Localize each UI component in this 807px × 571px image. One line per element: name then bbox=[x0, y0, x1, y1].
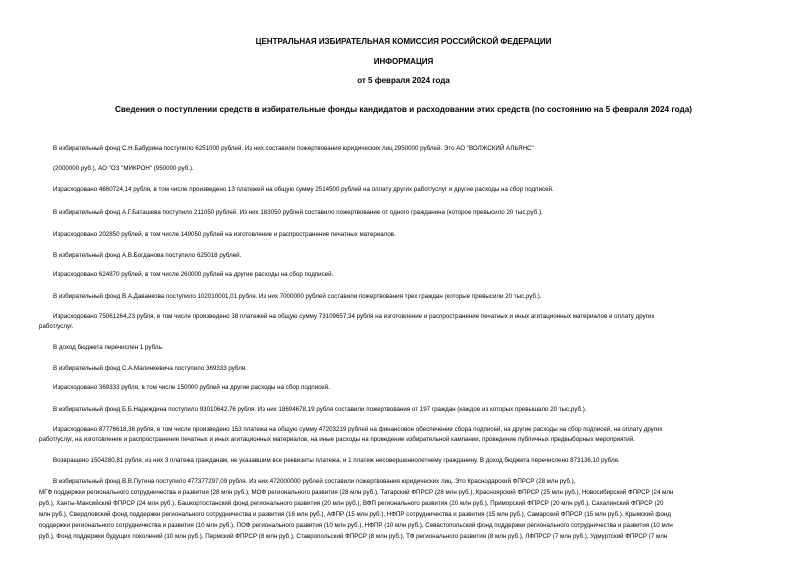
paragraph: Израсходовано 4660724,14 рубля, в том числе произведено 13 платежей на общую сумму 2514500 рублей на оплату других работ/услуг и другие расходы на сбор подписей. bbox=[53, 186, 554, 193]
doc-date: от 5 февраля 2024 года bbox=[357, 76, 450, 85]
paragraph-continuation: работ/услуг, на изготовление и распространение печатных и иных агитационных материалов, на иные расходы на проведение избирательной кампании, проведение публичных предвыборных мероприятий. bbox=[39, 436, 635, 443]
paragraph: В избирательный фонд С.А.Малинкевича поступило 369333 рубля. bbox=[53, 365, 247, 372]
paragraph-line: руб.), Ханты-Мансийский ФПРСР (24 млн руб.), Башкортостанский фонд регионального развития (20 млн руб.), ВФП регионального развития (20 млн руб.), Приморский ФПРСР (20 млн руб.), Сахалинский ФПРСР (20 bbox=[39, 500, 664, 507]
doc-type-heading: ИНФОРМАЦИЯ bbox=[373, 57, 434, 66]
paragraph: Израсходовано 624870 рублей, в том числе 260000 рублей на другие расходы на сбор подписей. bbox=[53, 271, 334, 278]
paragraph-line: МГФ поддержки регионального сотрудничества и развития (28 млн руб.), МОФ регионального развития (28 млн руб.), Татарский ФПРСР (28 млн руб.), Красноярский ФПРСР (25 млн руб.), Новосибирский ФПРСР (24 млн bbox=[39, 489, 674, 496]
paragraph: В избирательный фонд Б.Б.Надеждина поступило 93010642,76 рубля. Из них 18694678,19 рубля составили пожертвования от 197 граждан (каждое из которых превышало 20 тыс.руб.). bbox=[53, 406, 587, 413]
paragraph: В избирательный фонд А.Г.Баташева поступило 211050 рублей. Из них 183050 рублей составило пожертвование от одного гражданина (которое превысило 20 тыс.руб.). bbox=[53, 209, 543, 216]
paragraph: В избирательный фонд В.А.Даванкова поступило 102010001,01 рубля. Из них 7000000 рублей составили пожертвования трех граждан (которые превысили 20 тыс.руб.). bbox=[53, 293, 542, 300]
paragraph-line: В избирательный фонд В.В.Путина поступило 477377297,09 рубля. Из них 472000000 рублей составили пожертвования юридических лиц. Это Краснодарский ФПРСР (28 млн руб.), bbox=[53, 478, 576, 485]
doc-title: Сведения о поступлении средств в избирательные фонды кандидатов и расходовании этих средств (по состоянию на 5 февраля 2024 года) bbox=[114, 105, 693, 114]
paragraph-line: млн руб.), Свердловский фонд поддержки регионального сотрудничества и развития (16 млн руб.), АФПР (15 млн руб.), НФПР сотрудничества и развития (15 млн руб.), Самарский ФПРСР (15 млн руб.), Крымский фонд bbox=[39, 511, 671, 518]
paragraph: Возвращено 1504280,81 рубля, из них 3 платежа гражданам, не указавшим все реквизиты платежа, и 1 платеж несовершеннолетнему гражданину. В доход бюджета перечислено 873136,10 рубля. bbox=[53, 457, 620, 464]
paragraph: (2000000 руб.), АО "ОЗ "МИКРОН" (950000 руб.). bbox=[53, 165, 194, 172]
paragraph: Израсходовано 87776618,36 рубля, в том числе произведено 153 платежа на общую сумму 47203219 рублей на финансовое обеспечение сбора подписей, на другие расходы на сбор подписей, на оплату других bbox=[53, 426, 663, 433]
paragraph-continuation: работ/услуг. bbox=[39, 323, 74, 330]
paragraph: Израсходовано 202850 рублей, в том числе 149050 рублей на изготовление и распространение печатных материалов. bbox=[53, 231, 396, 238]
paragraph: Израсходовано 75061264,23 рубля, в том числе произведено 38 платежей на общую сумму 73109657,34 рубля на изготовление и распространение печатных и иных агитационных материалов и оплату других bbox=[53, 313, 655, 320]
paragraph-line: поддержки регионального сотрудничества и развития (10 млн руб.), ПОФ регионального развития (10 млн руб.), НФПР (10 млн руб.), Севастопольский фонд поддержки регионального сотрудничества и развития (10 млн bbox=[39, 522, 673, 529]
paragraph: В избирательный фонд А.В.Богданова поступило 625018 рублей. bbox=[53, 252, 242, 259]
paragraph: Израсходовано 369333 рубля, в том числе 150000 рублей на другие расходы на сбор подписей. bbox=[53, 384, 330, 391]
paragraph: В доход бюджета перечислен 1 рубль. bbox=[53, 344, 164, 351]
org-heading: ЦЕНТРАЛЬНАЯ ИЗБИРАТЕЛЬНАЯ КОМИССИЯ РОССИЙСКОЙ ФЕДЕРАЦИИ bbox=[255, 37, 552, 46]
paragraph: В избирательный фонд С.Н.Бабурина поступило 6251000 рублей. Из них составили пожертвования юридических лиц 2950000 рублей. Это АО "ВОЛЖСКИЙ АЛЬЯНС" bbox=[53, 145, 534, 152]
paragraph-line: руб.), Фонд поддержки будущих поколений (10 млн руб.), Пермский ФПРСР (8 млн руб.), Ставропольский ФПРСР (8 млн руб.), ТФ регионального развития (8 млн руб.), ЛФПРСР (7 млн руб.), Удмуртский ФПРСР (7 млн bbox=[39, 533, 668, 540]
